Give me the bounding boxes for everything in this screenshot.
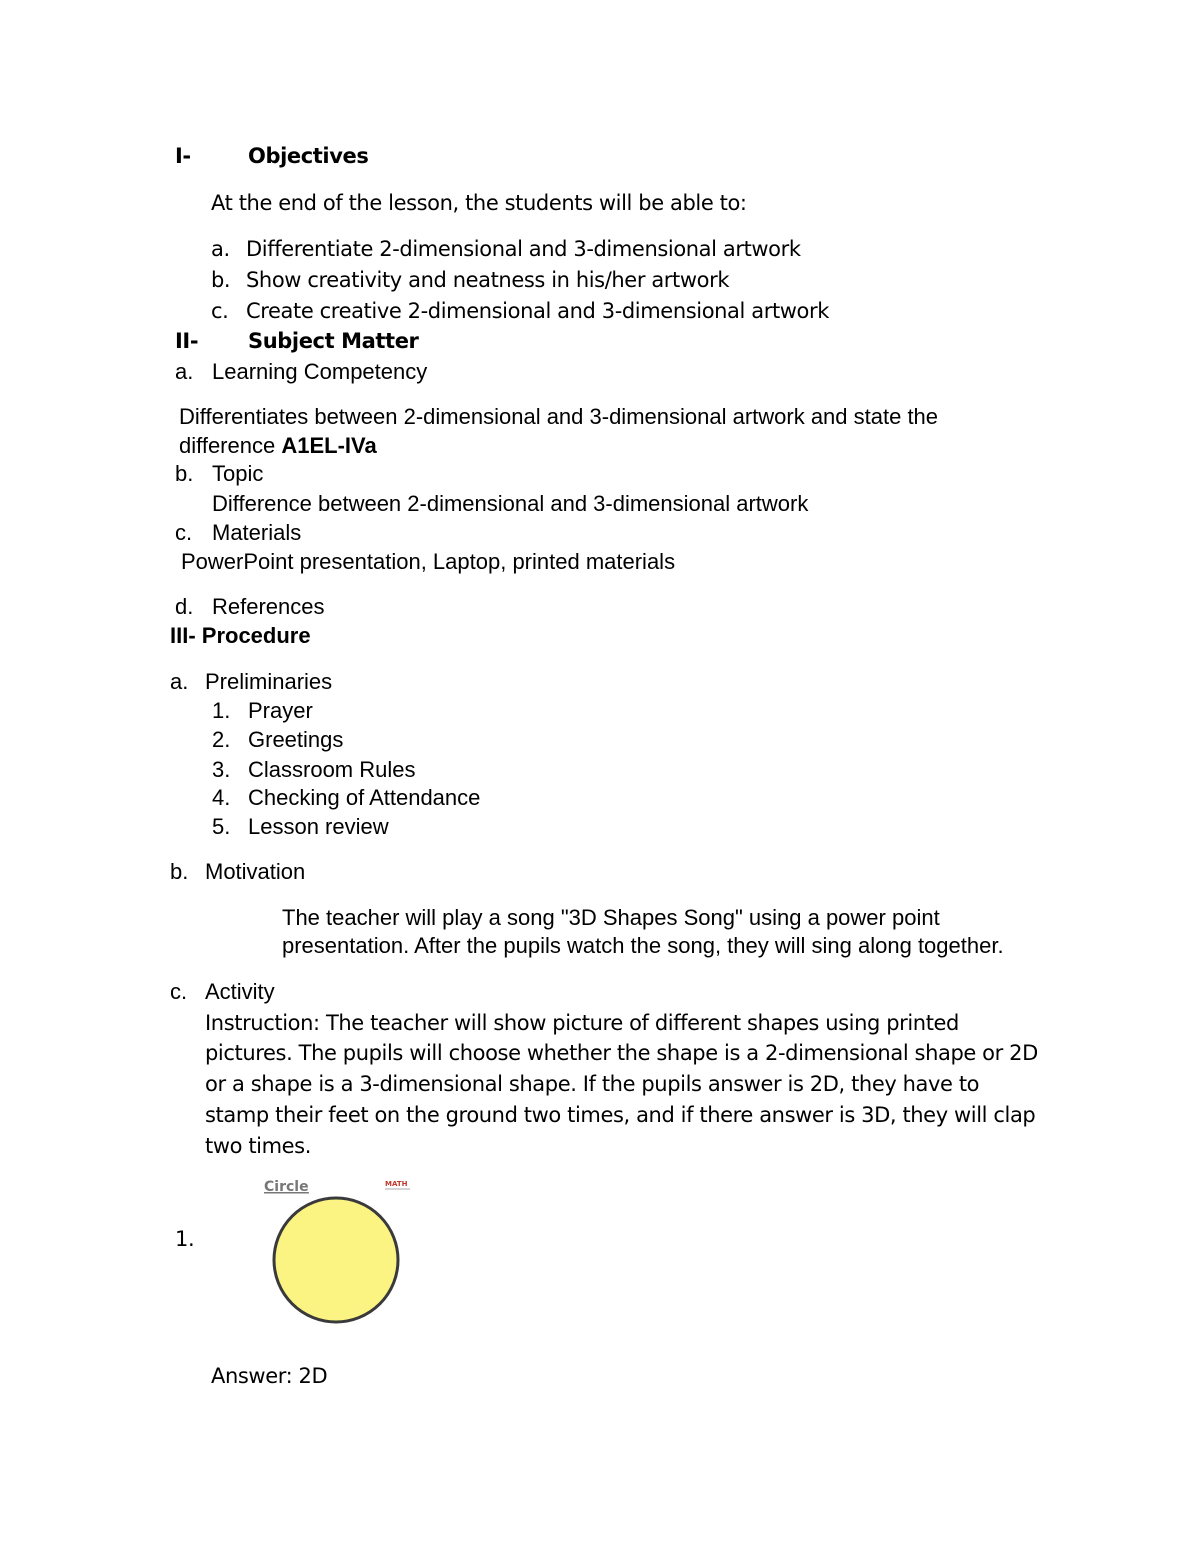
objective-item-a: Differentiate 2-dimensional and 3-dimensional artwork bbox=[246, 237, 801, 261]
competency-label: Learning Competency bbox=[212, 359, 428, 384]
references-marker: d. bbox=[175, 594, 194, 619]
competency-marker: a. bbox=[175, 359, 194, 384]
subject-matter-heading: Subject Matter bbox=[248, 329, 419, 353]
objective-marker-b: b. bbox=[211, 268, 231, 292]
references-label: References bbox=[212, 594, 325, 619]
instruction-line-4: stamp their feet on the ground two times, and if there answer is 3D, they will clap bbox=[205, 1103, 1036, 1127]
step-attendance: Checking of Attendance bbox=[248, 785, 481, 810]
step-greetings: Greetings bbox=[248, 727, 344, 752]
topic-label: Topic bbox=[212, 461, 264, 486]
instruction-line-5: two times. bbox=[205, 1134, 311, 1158]
activity-label: Activity bbox=[205, 979, 275, 1004]
materials-marker: c. bbox=[175, 520, 193, 545]
example-number: 1. bbox=[175, 1227, 195, 1251]
step-classroom-rules: Classroom Rules bbox=[248, 757, 416, 782]
circle-shape-picture bbox=[258, 1174, 418, 1334]
procedure-heading: III- Procedure bbox=[170, 623, 311, 648]
preliminaries-marker: a. bbox=[170, 669, 189, 694]
topic-text: Difference between 2-dimensional and 3-dimensional artwork bbox=[212, 491, 809, 516]
shape-caption: Circle bbox=[264, 1179, 309, 1195]
instruction-line-2: pictures. The pupils will choose whether the shape is a 2-dimensional shape or 2D bbox=[205, 1041, 1038, 1065]
instruction-line-1: Instruction: The teacher will show picture of different shapes using printed bbox=[205, 1011, 959, 1035]
instruction-line-3: or a shape is a 3-dimensional shape. If the pupils answer is 2D, they have to bbox=[205, 1072, 980, 1096]
motivation-text-line2: presentation. After the pupils watch the song, they will sing along together. bbox=[282, 933, 1004, 958]
step-lesson-review: Lesson review bbox=[248, 814, 389, 839]
activity-marker: c. bbox=[170, 979, 188, 1004]
answer-text: Answer: 2D bbox=[211, 1364, 328, 1388]
motivation-text-line1: The teacher will play a song "3D Shapes Song" using a power point bbox=[282, 905, 940, 930]
topic-marker: b. bbox=[175, 461, 194, 486]
preliminaries-label: Preliminaries bbox=[205, 669, 333, 694]
step-number-4: 4. bbox=[212, 785, 231, 810]
step-number-5: 5. bbox=[212, 814, 231, 839]
math-logo: MATH bbox=[385, 1180, 408, 1188]
yellow-circle bbox=[274, 1198, 398, 1322]
objective-item-c: Create creative 2-dimensional and 3-dimensional artwork bbox=[246, 299, 829, 323]
competency-text-line1: Differentiates between 2-dimensional and 3-dimensional artwork and state the bbox=[179, 404, 939, 429]
step-number-2: 2. bbox=[212, 727, 231, 752]
step-number-3: 3. bbox=[212, 757, 231, 782]
motivation-label: Motivation bbox=[205, 859, 306, 884]
objective-marker-a: a. bbox=[211, 237, 230, 261]
motivation-marker: b. bbox=[170, 859, 189, 884]
objectives-intro: At the end of the lesson, the students will be able to: bbox=[211, 191, 747, 215]
step-number-1: 1. bbox=[212, 698, 231, 723]
objectives-heading: Objectives bbox=[248, 144, 369, 168]
subject-matter-number: II- bbox=[175, 329, 199, 353]
objective-marker-c: c. bbox=[211, 299, 229, 323]
step-prayer: Prayer bbox=[248, 698, 313, 723]
competency-text-line2 bbox=[179, 433, 377, 459]
objective-item-b: Show creativity and neatness in his/her artwork bbox=[246, 268, 730, 292]
materials-label: Materials bbox=[212, 520, 302, 545]
competency-text-prefix: difference bbox=[179, 433, 282, 458]
competency-code: A1EL-IVa bbox=[281, 433, 377, 458]
materials-text: PowerPoint presentation, Laptop, printed materials bbox=[181, 549, 676, 574]
objectives-number: I- bbox=[175, 144, 191, 168]
